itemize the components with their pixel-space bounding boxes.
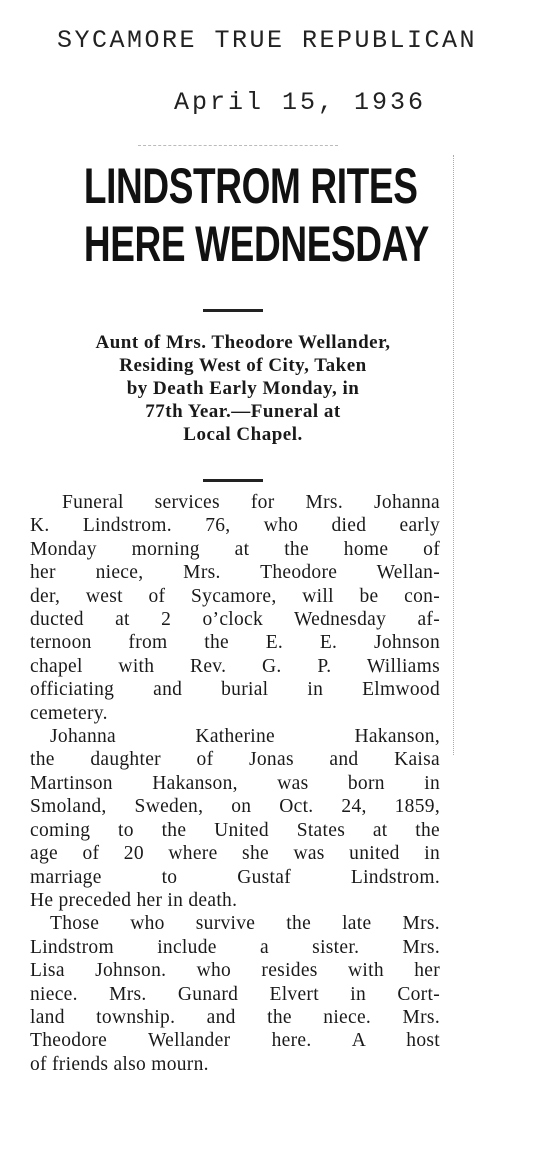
body-line: ternoon from the E. E. Johnson [30,632,440,654]
body-line: Johanna Katherine Hakanson, [50,726,440,748]
body-line: chapel with Rev. G. P. Williams [30,655,440,677]
body-line: Smoland, Sweden, on Oct. 24, 1859, [30,796,440,818]
headline-line: LINDSTROM RITES [83,158,418,214]
article-body [30,491,440,1076]
body-line: cemetery. [30,702,108,724]
publication-date: April 15, 1936 [173,88,427,117]
body-line: K. Lindstrom. 76, who died early [30,515,440,537]
deck-line: Residing West of City, Taken [119,355,367,376]
headline-divider [203,309,263,312]
body-line: the daughter of Jonas and Kaisa [30,749,440,771]
body-line: Theodore Wellander here. A host [30,1030,440,1052]
subheadline-deck [38,331,448,446]
deck-line: by Death Early Monday, in [126,378,360,399]
body-line: niece. Mrs. Gunard Elvert in Cort- [30,983,440,1005]
body-line: her niece, Mrs. Theodore Wellan- [30,562,440,584]
body-line: He preceded her in death. [30,889,238,911]
deck-divider [203,479,263,482]
body-line: of friends also mourn. [30,1053,209,1075]
body-line: ducted at 2 o’clock Wednesday af- [30,609,440,631]
deck-line: Aunt of Mrs. Theodore Wellander, [95,332,391,353]
body-line: coming to the United States at the [30,819,440,841]
body-line: Lindstrom include a sister. Mrs. [30,936,440,958]
body-line: officiating and burial in Elmwood [30,679,440,701]
body-line: Martinson Hakanson, was born in [30,772,440,794]
news-clipping [28,145,458,1153]
clipping-cut-edge-top [138,145,338,146]
deck-line: Local Chapel. [183,424,303,445]
newspaper-masthead: SYCAMORE TRUE REPUBLICAN [56,26,478,55]
body-line: Lisa Johnson. who resides with her [30,960,440,982]
body-line: Those who survive the late Mrs. [50,913,440,935]
clipping-cut-edge-right [453,155,454,755]
body-line: Monday morning at the home of [30,538,440,560]
deck-line: 77th Year.—Funeral at [145,401,341,422]
body-line: land township. and the niece. Mrs. [30,1006,440,1028]
body-line: age of 20 where she was united in [30,843,440,865]
headline [83,157,429,273]
body-line: Funeral services for Mrs. Johanna [62,492,440,513]
headline-line: HERE WEDNESDAY [83,216,429,272]
body-line: der, west of Sycamore, will be con- [30,585,440,607]
body-line: marriage to Gustaf Lindstrom. [30,866,440,888]
